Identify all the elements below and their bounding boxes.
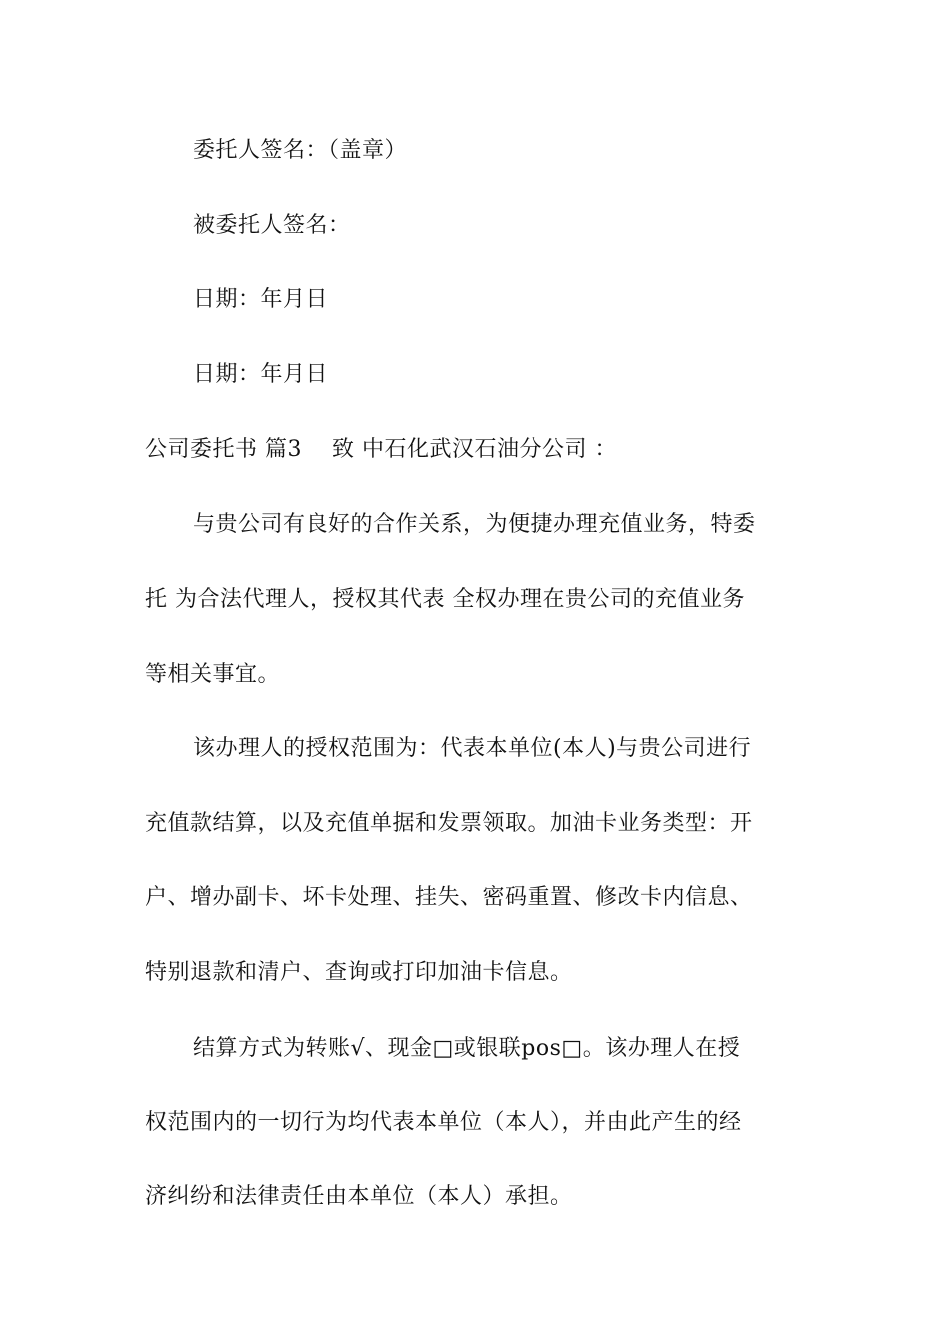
paragraph-line: 托 为合法代理人，授权其代表 全权办理在贵公司的充值业务 [145, 587, 745, 612]
agent-signature-line: 被委托人签名： [193, 213, 351, 238]
paragraph-line: 充值款结算，以及充值单据和发票领取。加油卡业务类型：开 [145, 811, 753, 836]
paragraph-line: 济纠纷和法律责任由本单位（本人）承担。 [145, 1184, 573, 1209]
paragraph-line: 特别退款和清户、查询或打印加油卡信息。 [145, 960, 573, 985]
section-heading: 公司委托书 篇3 致 中石化武汉石油分公司 ： [145, 437, 617, 462]
paragraph-line: 与贵公司有良好的合作关系，为便捷办理充值业务，特委 [193, 512, 756, 537]
date-line: 日期：年月日 [193, 362, 329, 387]
paragraph-line: 结算方式为转账√、现金□或银联pos□。该办理人在授 [193, 1036, 741, 1061]
paragraph-line: 等相关事宜。 [145, 662, 281, 687]
paragraph-line: 权范围内的一切行为均代表本单位（本人），并由此产生的经 [145, 1110, 742, 1135]
principal-signature-line: 委托人签名：（盖章） [193, 138, 408, 163]
paragraph-line: 该办理人的授权范围为：代表本单位(本人)与贵公司进行 [193, 736, 752, 761]
date-line: 日期：年月日 [193, 287, 329, 312]
paragraph-line: 户、增办副卡、坏卡处理、挂失、密码重置、修改卡内信息、 [145, 885, 753, 910]
